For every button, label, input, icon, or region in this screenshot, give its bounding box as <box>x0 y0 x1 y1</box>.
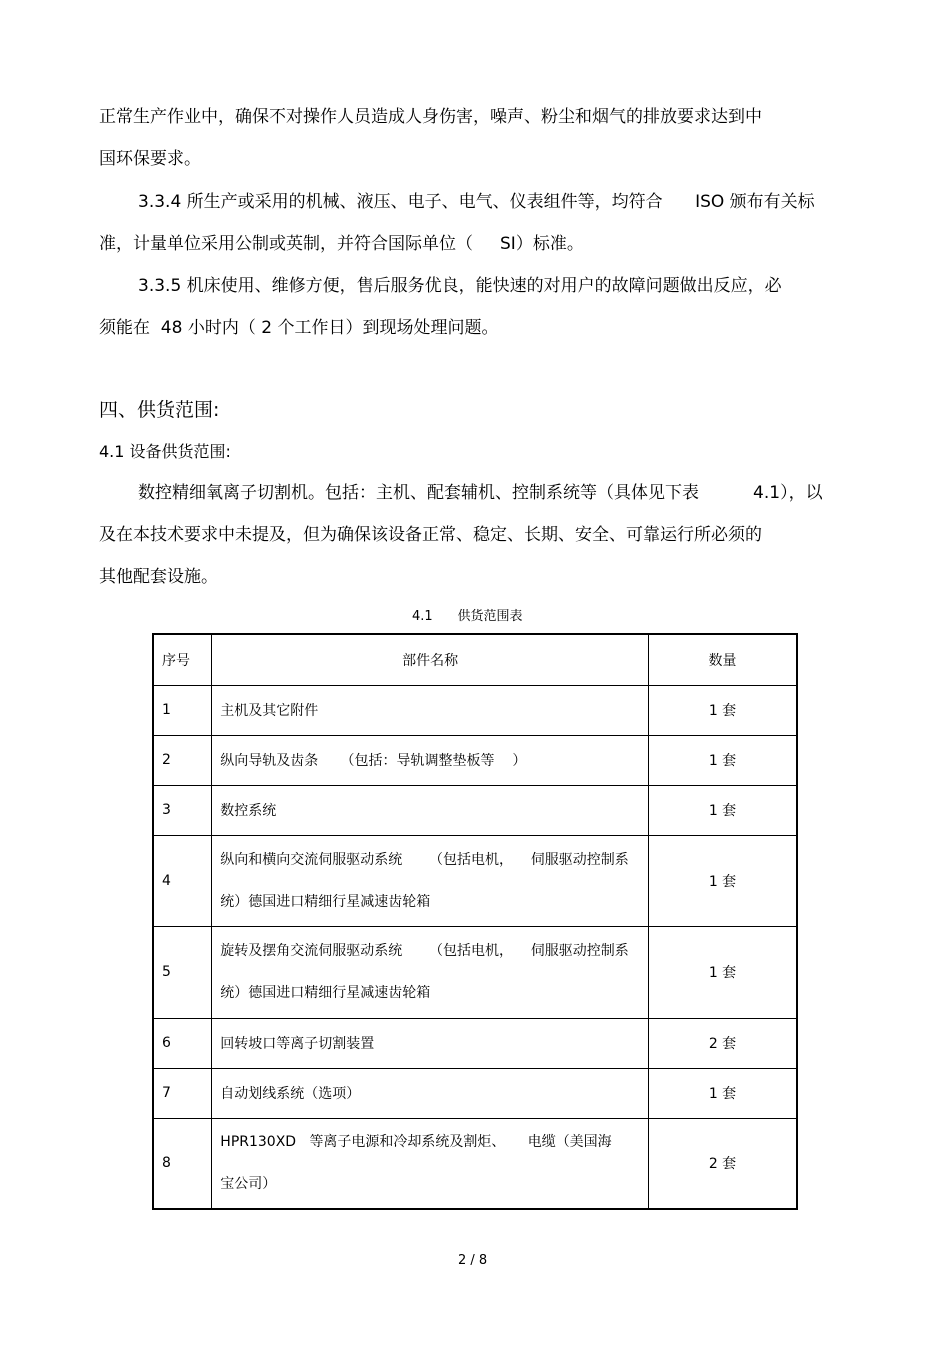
row-qty: 2 套 <box>649 1118 798 1209</box>
table-row <box>153 926 797 1018</box>
header-cell-no: 序号 <box>153 634 212 685</box>
row-no: 8 <box>153 1118 212 1209</box>
table-row <box>153 1018 797 1068</box>
row-name-line: 统）德国进口精细行星减速齿轮箱 <box>220 985 431 1001</box>
row-name: 回转坡口等离子切割装置 <box>212 1018 649 1068</box>
row-name <box>212 926 649 1018</box>
table-header-row <box>153 634 797 685</box>
row-qty: 2 套 <box>649 1018 798 1068</box>
row-no: 3 <box>153 785 212 835</box>
row-name-line: 宝公司） <box>220 1176 277 1193</box>
row-no: 2 <box>153 735 212 785</box>
header-cell-qty: 数量 <box>649 634 798 685</box>
table-row <box>153 835 797 926</box>
row-no: 7 <box>153 1068 212 1118</box>
paragraph-line: 及在本技术要求中未提及，但为确保该设备正常、稳定、长期、安全、可靠运行所必须的 <box>99 525 762 545</box>
table-row <box>153 685 797 735</box>
row-name: 纵向导轨及齿条 （包括：导轨调整垫板等 ） <box>212 735 649 785</box>
paragraph-line: 正常生产作业中，确保不对操作人员造成人身伤害，噪声、粉尘和烟气的排放要求达到中 <box>99 107 762 127</box>
paragraph-line: 国环保要求。 <box>99 149 201 169</box>
row-name <box>212 1118 649 1209</box>
row-no: 4 <box>153 835 212 926</box>
table-row <box>153 735 797 785</box>
row-name <box>212 835 649 926</box>
row-qty: 1 套 <box>649 685 798 735</box>
table-row <box>153 1118 797 1209</box>
row-name: 主机及其它附件 <box>212 685 649 735</box>
table-row <box>153 1068 797 1118</box>
row-name: 自动划线系统（选项） <box>212 1068 649 1118</box>
row-qty: 1 套 <box>649 835 798 926</box>
row-qty: 1 套 <box>649 785 798 835</box>
table-caption: 4.1 供货范围表 <box>412 609 523 624</box>
table-row <box>153 785 797 835</box>
paragraph-line: 3.3.4 所生产或采用的机械、液压、电子、电气、仪表组件等，均符合 ISO 颁布有关标 <box>138 192 815 212</box>
row-no: 6 <box>153 1018 212 1068</box>
row-no: 5 <box>153 926 212 1018</box>
section-heading: 四、供货范围: <box>99 399 220 421</box>
paragraph-line: 准，计量单位采用公制或英制，并符合国际单位（ SI）标准。 <box>99 234 584 254</box>
row-name-line: 旋转及摆角交流伺服驱动系统 （包括电机， 伺服驱动控制系 <box>220 943 629 959</box>
row-name-line: 统）德国进口精细行星减速齿轮箱 <box>220 893 431 910</box>
section-subheading: 4.1 设备供货范围: <box>99 442 231 461</box>
paragraph-line: 3.3.5 机床使用、维修方便，售后服务优良，能快速的对用户的故障问题做出反应，必 <box>138 276 782 296</box>
header-cell-name: 部件名称 <box>212 634 649 685</box>
paragraph-line: 其他配套设施。 <box>99 567 218 587</box>
paragraph-line: 须能在 48 小时内（ 2 个工作日）到现场处理问题。 <box>99 318 499 338</box>
supply-scope-table <box>152 633 798 1210</box>
paragraph-line: 数控精细氧离子切割机。包括：主机、配套辅机、控制系统等（具体见下表 4.1），以 <box>138 483 823 503</box>
row-name: 数控系统 <box>212 785 649 835</box>
page-number: 2 / 8 <box>458 1253 488 1268</box>
row-qty: 1 套 <box>649 1068 798 1118</box>
row-name-line: HPR130XD 等离子电源和冷却系统及割炬、 电缆（美国海 <box>220 1134 612 1151</box>
row-name-line: 纵向和横向交流伺服驱动系统 （包括电机， 伺服驱动控制系 <box>220 851 629 868</box>
row-qty: 1 套 <box>649 735 798 785</box>
row-qty: 1 套 <box>649 926 798 1018</box>
row-no: 1 <box>153 685 212 735</box>
